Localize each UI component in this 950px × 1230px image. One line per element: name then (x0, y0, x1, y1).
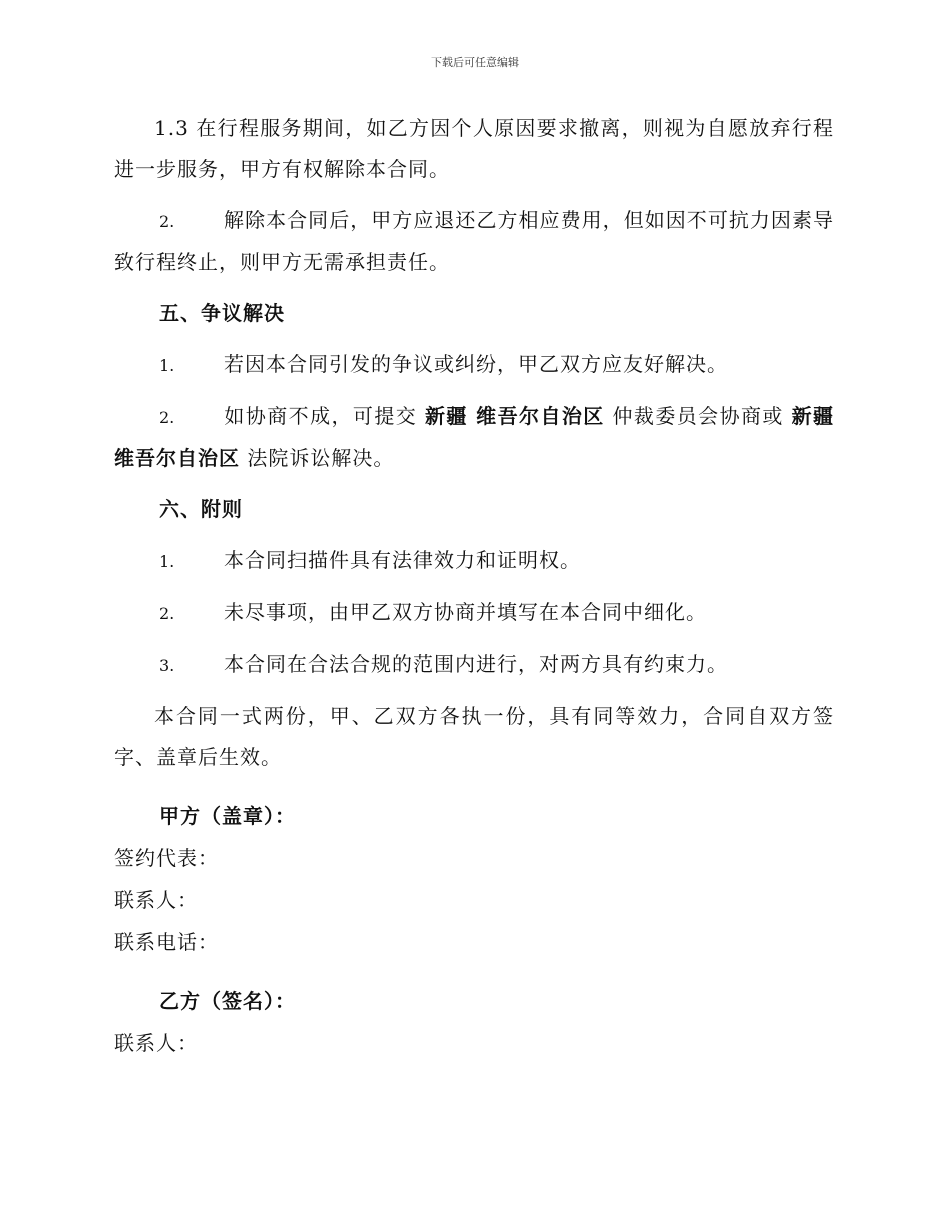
party-a-title: 甲方（盖章）： (159, 804, 296, 828)
clause-text-part: 如协商不成，可提交 (224, 404, 425, 428)
clause-text: 本合同扫描件具有法律效力和证明权。 (224, 548, 581, 572)
page-header: 下载后可任意编辑 (431, 56, 519, 69)
dispute-item-2 (114, 396, 834, 479)
party-b-contact: 联系人： (114, 1031, 198, 1055)
party-a-representative: 签约代表： (114, 846, 219, 870)
clause-1-3: 1.3 在行程服务期间，如乙方因个人原因要求撤离，则视为自愿放弃行程进一步服务，甲方有权解除本合同。 (114, 116, 834, 181)
clause-number: 2. (159, 408, 175, 427)
region-name-bold: 新疆 维吾尔自治区 (424, 404, 605, 428)
appendix-item-2 (114, 592, 834, 634)
section-title-dispute: 五、争议解决 (159, 301, 285, 325)
clause-text: 未尽事项，由甲乙双方协商并填写在本合同中细化。 (224, 600, 707, 624)
clause-2 (114, 200, 834, 283)
clause-number: 2. (159, 212, 175, 231)
region-name-bold: 新疆维吾尔自治区 (114, 404, 835, 470)
party-a-contact: 联系人： (114, 888, 198, 912)
closing-paragraph: 本合同一式两份，甲、乙双方各执一份，具有同等效力，合同自双方签字、盖章后生效。 (114, 704, 834, 769)
appendix-item-3 (114, 644, 834, 686)
clause-text: 若因本合同引发的争议或纠纷，甲乙双方应友好解决。 (224, 352, 728, 376)
document-body (114, 108, 834, 1064)
party-a-phone: 联系电话： (114, 930, 219, 954)
clause-text: 解除本合同后，甲方应退还乙方相应费用，但如因不可抗力因素导致行程终止，则甲方无需承担责任。 (114, 208, 834, 274)
appendix-item-1 (114, 540, 834, 582)
clause-number: 3. (159, 656, 175, 675)
party-b-title: 乙方（签名）： (159, 989, 296, 1013)
clause-text-part: 法院诉讼解决。 (240, 446, 395, 470)
dispute-item-1 (114, 344, 834, 386)
clause-text-part: 仲裁委员会协商或 (604, 404, 792, 428)
clause-text: 本合同在合法合规的范围内进行，对两方具有约束力。 (224, 652, 728, 676)
clause-number: 1. (159, 356, 175, 375)
clause-number: 1. (159, 552, 175, 571)
clause-number: 2. (159, 604, 175, 623)
section-title-appendix: 六、附则 (159, 497, 243, 521)
